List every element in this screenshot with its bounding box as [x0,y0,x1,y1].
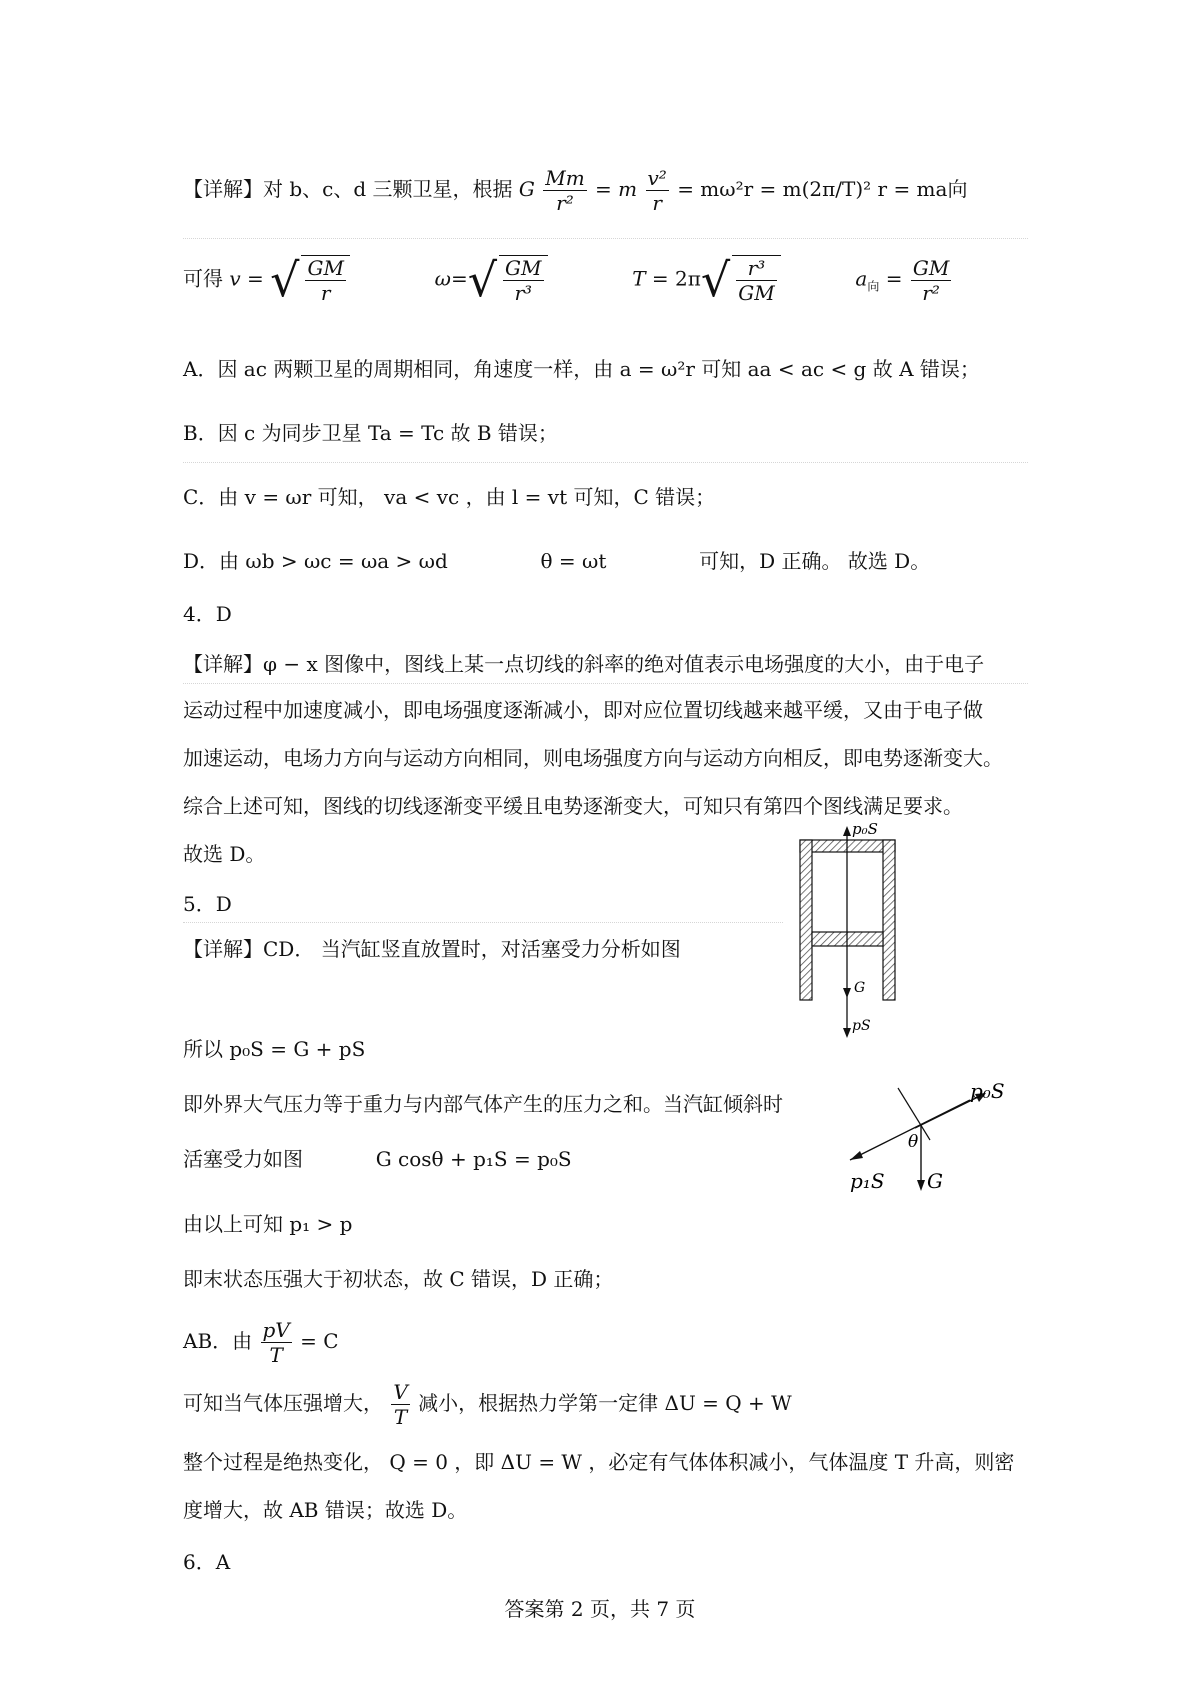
sec3-line-d1: D．由 ωb > ωc = ωa > ωd [183,549,448,573]
sec5-p7 [183,1318,339,1367]
sec3-line-b: B．因 c 为同步卫星 Ta = Tc 故 B 错误； [183,421,558,445]
sec5-p7a: AB．由 [183,1329,253,1353]
page-footer: 答案第 2 页，共 7 页 [504,1597,696,1621]
v-root: $\frac{GM}{r}$ [301,255,349,305]
sec5-p8 [183,1380,792,1429]
fig1-label-g: G [854,980,866,996]
omega-root: $\frac{GM}{\text{r³}}$ [499,255,547,305]
sec6-answer: 6．A [183,1550,231,1574]
v-t-fraction: $\frac{V}{T}$ [393,1380,408,1429]
sec4-p3: 加速运动，电场力方向与运动方向相同，则电场强度方向与运动方向相反，即电势逐渐变大。 [183,746,1003,770]
sec4-p4: 综合上述可知，图线的切线逐渐变平缓且电势逐渐变大，可知只有第四个图线满足要求。 [183,794,963,818]
sec4-p1: 【详解】φ − x 图像中，图线上某一点切线的斜率的绝对值表示电场强度的大小，由于电子 [183,652,985,676]
divider [183,683,1028,684]
sec5-p5: 由以上可知 p₁ > p [183,1212,353,1236]
sec3-formula-main: = mω²r = m(2π/T)² r = ma向 [677,177,968,201]
divider [183,238,1028,239]
sec3-line-d2: θ = ωt [540,549,607,573]
a-fraction: $\frac{GM}{\text{r²}}$ [912,255,950,305]
sec3-line-d3: 可知，D 正确。 故选 D。 [699,549,931,573]
sec5-p4b: G cosθ + p₁S = p₀S [375,1147,572,1171]
fig1-label-top: p₀S [852,820,878,838]
sec5-p10: 度增大，故 AB 错误；故选 D。 [183,1498,468,1522]
sec5-p1: 【详解】CD． 当汽缸竖直放置时，对活塞受力分析如图 [183,937,681,961]
fig2-label-g: G [927,1169,943,1193]
sec3-detail-intro: 【详解】对 b、c、d 三颗卫星，根据 [183,177,513,201]
sec5-p8b: 减小，根据热力学第一定律 ΔU = Q + W [418,1391,792,1415]
gravity-fraction: $\frac{Mm}{\text{r²}}$ [545,166,585,215]
velocity-fraction: $\frac{\text{v²}}{r}$ [647,166,667,215]
tilted-force-figure [830,1070,1020,1195]
sec5-p8a: 可知当气体压强增大， [183,1391,383,1415]
fig2-label-p0s: p₀S [970,1079,1005,1103]
sec4-answer: 4．D [183,602,232,626]
sec5-answer: 5．D [183,892,232,916]
sec3-line-c: C．由 v = ωr 可知， va < vc ，由 l = vt 可知，C 错误； [183,485,716,509]
divider [183,922,783,923]
sec5-p7b: = C [300,1329,339,1353]
sec5-p9: 整个过程是绝热变化， Q = 0 ，即 ΔU = W ，必定有气体体积减小，气体温度 T 升高，则密 [183,1450,1015,1474]
fig1-label-bottom: pS [852,1018,871,1034]
sec4-p5: 故选 D。 [183,842,266,866]
sec3-derive-line: 可得 v = √ $\frac{GM}{r}$ ω=√ $\frac{GM}{\text{r³}}$ T = 2π√ $\frac{\text{r³}}{GM}$ $a_向$ = $\frac{GM}{\text{r²}}$ [183,253,950,307]
sec3-line-a: A．因 ac 两颗卫星的周期相同，角速度一样，由 a = ω²r 可知 aa < ac < g 故 A 错误； [183,357,980,381]
sec5-p3: 即外界大气压力等于重力与内部气体产生的压力之和。当汽缸倾斜时 [183,1092,783,1116]
divider [183,462,1028,463]
fig2-label-p1s: p₁S [850,1169,885,1193]
sec3-line-d [183,547,930,575]
sec4-p2: 运动过程中加速度减小，即电场强度逐渐减小，即对应位置切线越来越平缓，又由于电子做 [183,698,983,722]
vertical-cylinder-figure [790,820,920,1040]
sec5-p4a: 活塞受力如图 [183,1147,303,1171]
t-root: $\frac{\text{r³}}{GM}$ [732,255,780,305]
sec3-derive-prefix: 可得 [183,266,223,291]
sec3-detail-line: 【详解】对 b、c、d 三颗卫星，根据 G $\frac{Mm}{\text{r²}}$ = m $\frac{\text{v²}}{r}$ = mω²r = m(2π/T)² r = ma向 [183,166,968,215]
sec5-p4 [183,1145,572,1173]
sec5-p2: 所以 p₀S = G + pS [183,1037,366,1061]
pv-t-fraction: $\frac{pV}{T}$ [262,1318,290,1367]
fig2-label-theta: θ [908,1132,919,1152]
sec5-p6: 即末状态压强大于初状态，故 C 错误，D 正确； [183,1267,614,1291]
